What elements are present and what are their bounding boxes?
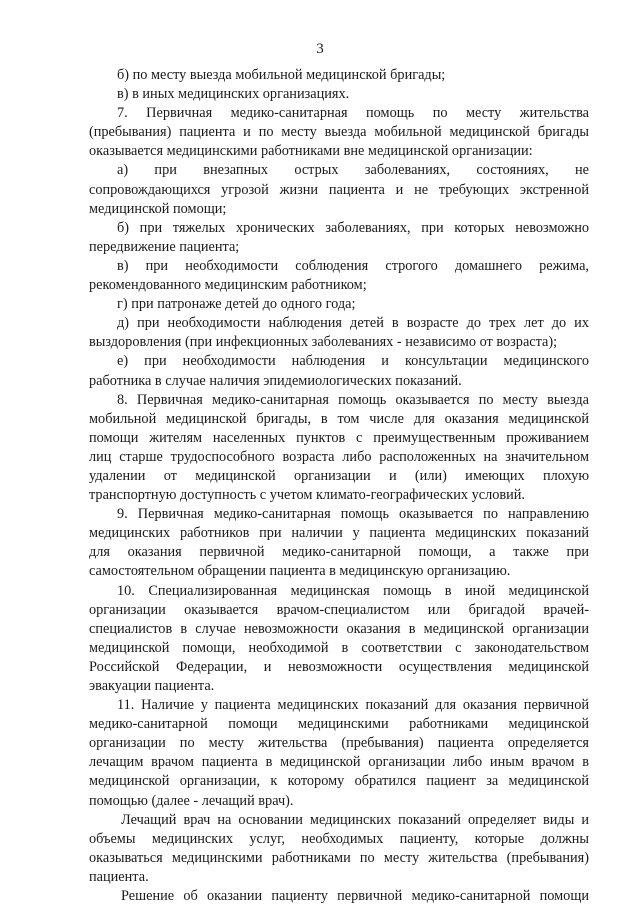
text-line: а) при внезапных острых заболеваниях, состояниях, не [117,162,589,179]
text-line: Российской Федерации, и невозможности осуществления медицинской [89,658,589,675]
text-line: самостоятельном обращении пациента в медицинскую организацию. [89,563,511,580]
text-line: организации по месту жительства (пребывания) пациента определяется [89,735,589,752]
text-line: оказывается медицинскими работниками вне медицинской организации: [89,143,533,160]
text-line: транспортную доступность с учетом климато-географических условий. [89,487,525,504]
text-line: передвижение пациента; [89,238,240,255]
text-line: д) при необходимости наблюдения детей в возрасте до трех лет до их [117,315,589,332]
text-line: выздоровления (при инфекционных заболеваниях - независимо от возраста); [89,334,558,351]
text-line: помощи жителям населенных пунктов с преимущественным проживанием [89,429,589,446]
text-line: е) при необходимости наблюдения и консультации медицинского [117,353,589,370]
text-line: организации оказывается врачом-специалистом или бригадой врачей- [89,601,589,618]
text-line: 10. Специализированная медицинская помощь в иной медицинской [117,582,589,599]
text-line: в) в иных медицинских организациях. [117,86,350,103]
text-line: специалистов в случае невозможности оказания в медицинской организации [89,620,589,637]
text-line: Лечащий врач на основании медицинских показаний определяет виды и [121,811,589,828]
text-line: для оказания первичной медико-санитарной помощи, а также при [89,544,589,561]
text-line: рекомендованного медицинским работником; [89,277,367,294]
text-line: 7. Первичная медико-санитарная помощь по месту жительства [117,105,589,122]
text-line: сопровождающихся угрозой жизни пациента и не требующих экстренной [89,181,589,198]
document-body [89,66,589,906]
text-line: эвакуации пациента. [89,678,215,694]
text-line: 8. Первичная медико-санитарная помощь оказывается по месту выезда [117,391,589,408]
text-line: медицинской помощи, необходимой в соответствии с законодательством [89,639,589,656]
text-line: лиц старше трудоспособного возраста либо расположенных на значительном [89,448,589,465]
page-number: 3 [316,41,324,57]
text-line: медико-санитарной помощи медицинскими работниками медицинской [89,716,589,733]
text-line: (пребывания) пациента и по месту выезда мобильной медицинской бригады [89,124,589,141]
text-line: Решение об оказании пациенту первичной медико-санитарной помощи [121,888,589,905]
text-line: объемы медицинских услуг, необходимых пациенту, которые должны [89,830,589,847]
text-line: лечащим врачом пациента в медицинской организации либо иным врачом в [89,754,589,771]
text-line: г) при патронаже детей до одного года; [117,296,356,313]
text-line: б) при тяжелых хронических заболеваниях, при которых невозможно [117,219,589,236]
text-line: 9. Первичная медико-санитарная помощь оказывается по направлению [117,506,589,523]
text-line: пациента. [89,868,149,885]
text-line: оказываться медицинскими работниками по месту жительства (пребывания) [89,849,589,866]
text-line: медицинских работников при наличии у пациента медицинских показаний [89,525,589,542]
text-line: медицинской организации, к которому обратился пациент за медицинской [89,773,589,790]
text-line: мобильной медицинской бригады, в том числе для оказания медицинской [89,410,589,427]
text-line: 11. Наличие у пациента медицинских показаний для оказания первичной [117,697,589,714]
text-line: медицинской помощи; [89,200,227,217]
text-line: удалении от медицинской организации и (или) имеющих плохую [89,467,589,484]
text-line: б) по месту выезда мобильной медицинской бригады; [117,67,446,83]
text-line: работника в случае наличия эпидемиологических показаний. [89,372,462,389]
text-line: в) при необходимости соблюдения строгого домашнего режима, [117,257,589,274]
text-line: помощью (далее - лечащий врач). [89,792,294,809]
